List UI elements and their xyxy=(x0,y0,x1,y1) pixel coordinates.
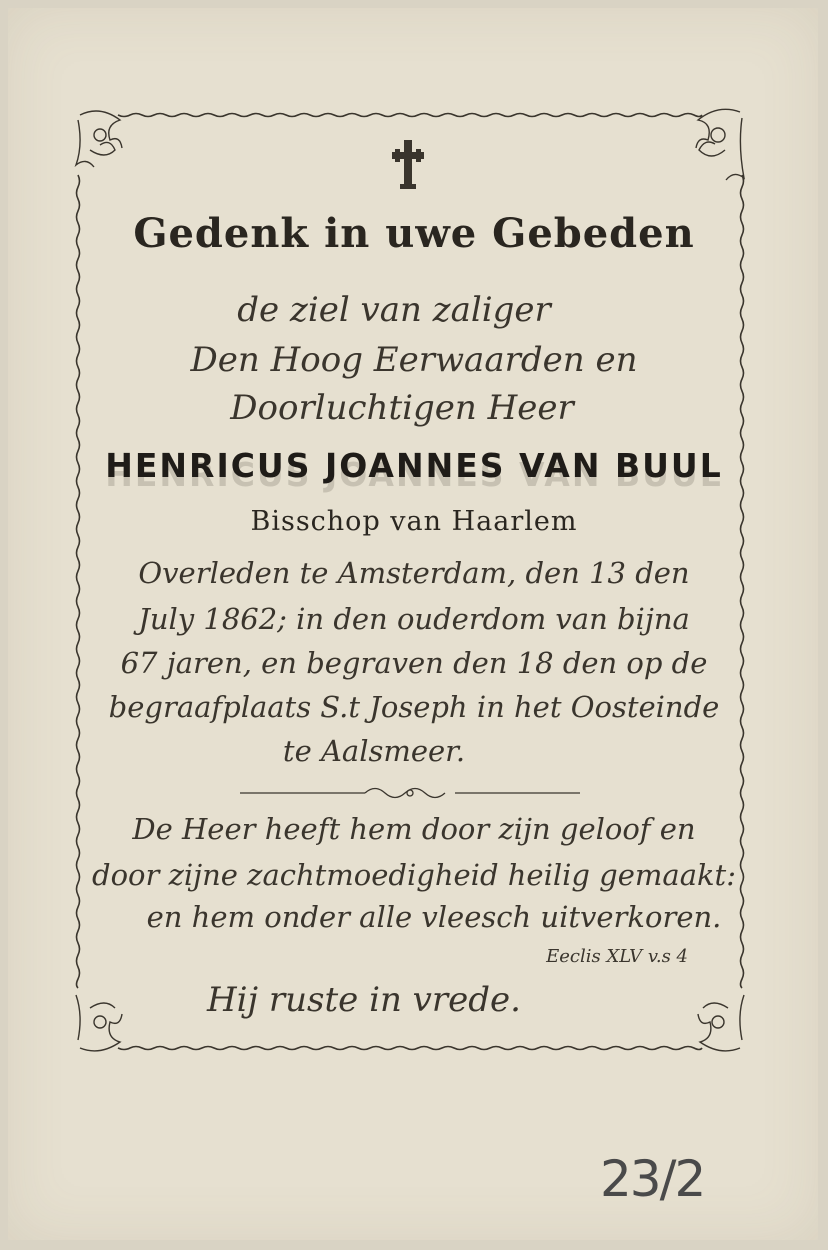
death-line-1: Overleden te Amsterdam, den 13 den xyxy=(138,556,690,590)
intro-line-3: Doorluchtigen Heer xyxy=(230,388,574,428)
divider-ornament xyxy=(240,783,580,803)
deceased-title: Bisschop van Haarlem xyxy=(250,506,578,537)
quote-reference: Eeclis XLV v.s 4 xyxy=(546,946,688,967)
deceased-name: HENRICUS JOANNES VAN BUUL xyxy=(105,446,723,485)
quote-line-3: en hem onder alle vleesch uitverkoren. xyxy=(146,900,722,934)
intro-line-1: de ziel van zaliger xyxy=(237,290,551,330)
cross-icon xyxy=(392,140,424,189)
death-line-4: begraafplaats S.t Joseph in het Oosteinde xyxy=(108,690,720,724)
intro-line-2: Den Hoog Eerwaarden en xyxy=(190,340,638,380)
corner-flourish-top-left xyxy=(76,111,122,167)
closing-line: Hij ruste in vrede. xyxy=(207,980,521,1020)
quote-line-2: door zijne zachtmoedigheid heilig gemaakt: xyxy=(92,858,736,892)
shelf-mark: 23/2 xyxy=(600,1150,705,1208)
corner-flourish-top-right xyxy=(696,109,744,180)
heading: Gedenk in uwe Gebeden xyxy=(133,210,695,257)
death-line-5: te Aalsmeer. xyxy=(282,734,466,768)
death-line-3: 67 jaren, en begraven den 18 den op de xyxy=(120,646,708,680)
quote-line-1: De Heer heeft hem door zijn geloof en xyxy=(132,812,696,846)
death-line-2: July 1862; in den ouderdom van bijna xyxy=(138,602,690,636)
